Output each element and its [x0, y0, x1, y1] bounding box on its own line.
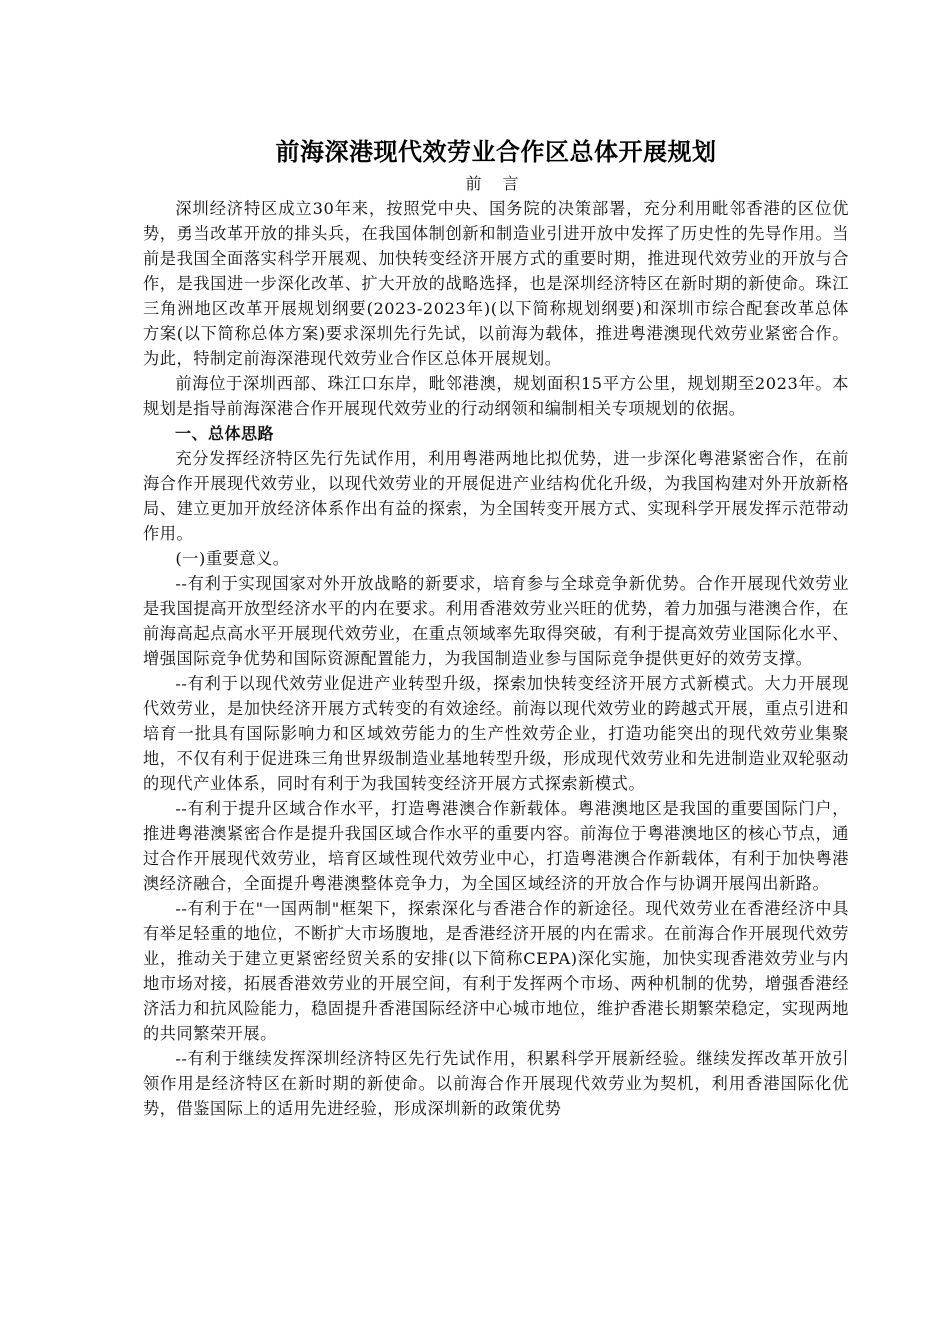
section-paragraph-2: --有利于实现国家对外开放战略的新要求，培育参与全球竞争新优势。合作开展现代效劳业是我国提高开放型经济水平的内在要求。利用香港效劳业兴旺的优势，着力加强与港澳合作，在前海高起点高水平开展现代效劳业，在重点领域率先取得突破，有利于提高效劳业国际化水平、增强国际竞争优势和国际资源配置能力，为我国制造业参与国际竞争提供更好的效劳支撑。 [143, 574, 849, 668]
preface-paragraph-1: 深圳经济特区成立30年来，按照党中央、国务院的决策部署，充分利用毗邻香港的区位优势，勇当改革开放的排头兵，在我国体制创新和制造业引进开放中发挥了历史性的先导作用。当前是我国全面落实科学开展观、加快转变经济开展方式的重要时期，推进现代效劳业的开放与合作，是我国进一步深化改革、扩大开放的战略选择，也是深圳经济特区在新时期的新使命。珠江三角洲地区改革开展规划纲要(2023-2023年)(以下简称规划纲要)和深圳市综合配套改革总体方案(以下简称总体方案)要求深圳先行先试，以前海为载体，推进粤港澳现代效劳业紧密合作。为此，特制定前海深港现代效劳业合作区总体开展规划。 [143, 199, 849, 368]
section-paragraph-1: 充分发挥经济特区先行先试作用，利用粤港两地比拟优势，进一步深化粤港紧密合作，在前海合作开展现代效劳业，以现代效劳业的开展促进产业结构优化升级，为我国构建对外开放新格局、建立更加开放经济体系作出有益的探索，为全国转变开展方式、实现科学开展发挥示范带动作用。 [143, 449, 849, 543]
document-content [143, 136, 849, 1121]
section-heading: 一、总体思路 [175, 424, 275, 443]
preface-heading: 前 言 [465, 174, 527, 193]
document-body [143, 196, 849, 1121]
section-paragraph-6: --有利于继续发挥深圳经济特区先行先试作用，积累科学开展新经验。继续发挥改革开放引领作用是经济特区在新时期的新使命。以前海合作开展现代效劳业为契机，利用香港国际化优势，借鉴国际上的适用先进经验，形成深圳新的政策优势 [143, 1049, 849, 1118]
section-paragraph-4: --有利于提升区域合作水平，打造粤港澳合作新载体。粤港澳地区是我国的重要国际门户，推进粤港澳紧密合作是提升我国区域合作水平的重要内容。前海位于粤港澳地区的核心节点，通过合作开展现代效劳业，培育区域性现代效劳业中心，打造粤港澳合作新载体，有利于加快粤港澳经济融合，全面提升粤港澳整体竞争力，为全国区域经济的开放合作与协调开展闯出新路。 [143, 799, 849, 893]
preface-paragraph-2: 前海位于深圳西部、珠江口东岸，毗邻港澳，规划面积15平方公里，规划期至2023年。本规划是指导前海深港合作开展现代效劳业的行动纲领和编制相关专项规划的依据。 [143, 374, 849, 418]
document-title: 前海深港现代效劳业合作区总体开展规划 [275, 138, 717, 166]
section-paragraph-5: --有利于在"一国两制"框架下，探索深化与香港合作的新途径。现代效劳业在香港经济中具有举足轻重的地位，不断扩大市场腹地，是香港经济开展的内在需求。在前海合作开展现代效劳业，推动关于建立更紧密经贸关系的安排(以下简称CEPA)深化实施，加快实现香港效劳业与内地市场对接，拓展香港效劳业的开展空间，有利于发挥两个市场、两种机制的优势，增强香港经济活力和抗风险能力，稳固提升香港国际经济中心城市地位，维护香港长期繁荣稳定，实现两地的共同繁荣开展。 [143, 899, 849, 1043]
section-paragraph-3: --有利于以现代效劳业促进产业转型升级，探索加快转变经济开展方式新模式。大力开展现代效劳业，是加快经济开展方式转变的有效途经。前海以现代效劳业的跨越式开展，重点引进和培育一批具有国际影响力和区域效劳能力的生产性效劳企业，打造功能突出的现代效劳业集聚地，不仅有利于促进珠三角世界级制造业基地转型升级，形成现代效劳业和先进制造业双轮驱动的现代产业体系，同时有利于为我国转变经济开展方式探索新模式。 [143, 674, 849, 793]
subsection-heading: (一)重要意义。 [175, 549, 290, 568]
